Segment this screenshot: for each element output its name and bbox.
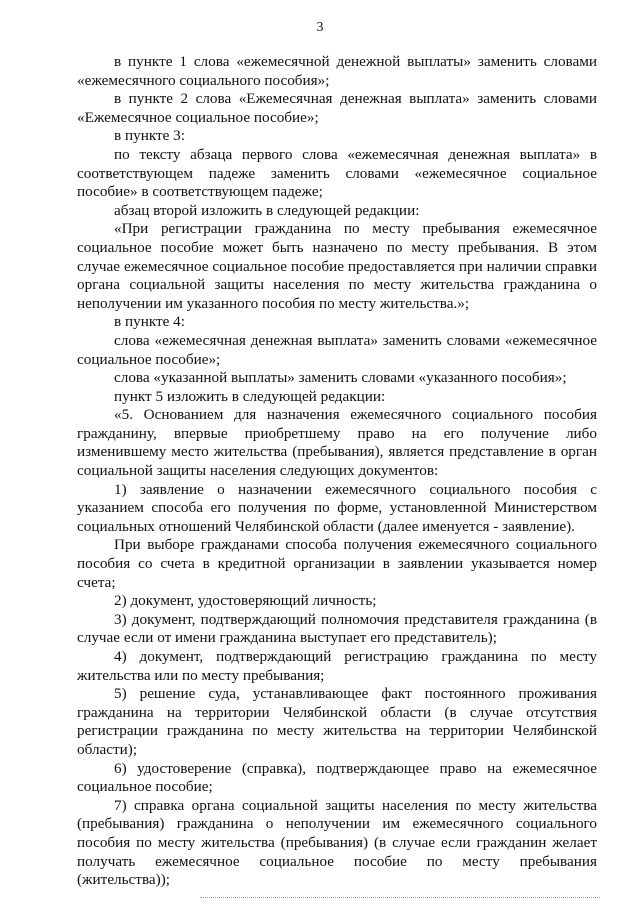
paragraph: 3) документ, подтверждающий полномочия представителя гражданина (в случае если от имени гражданина выступает его представитель); xyxy=(77,610,597,647)
paragraph: 6) удостоверение (справка), подтверждающее право на ежемесячное социальное пособие; xyxy=(77,759,597,796)
paragraph: «5. Основанием для назначения ежемесячного социального пособия гражданину, впервые приобретшему право на его получение либо изменившему место жительства (пребывания), является представление в орган социальной защиты населения следующих документов: xyxy=(77,406,597,480)
paragraph: слова «указанной выплаты» заменить словами «указанного пособия»; xyxy=(114,369,567,387)
paragraph: по тексту абзаца первого слова «ежемесячная денежная выплата» в соответствующем падеже заменить словами «ежемесячное социальное пособие» в соответствующем падеже; xyxy=(77,145,597,201)
paragraph: 4) документ, подтверждающий регистрацию гражданина по месту жительства или по месту пребывания; xyxy=(77,648,597,684)
paragraph: пункт 5 изложить в следующей редакции: xyxy=(114,387,386,405)
paragraph: абзац второй изложить в следующей редакции: xyxy=(114,201,420,219)
paragraph: в пункте 2 слова «Ежемесячная денежная выплата» заменить словами «Ежемесячное социальное пособие»; xyxy=(77,90,597,126)
scan-edge-line xyxy=(200,897,600,898)
paragraph: в пункте 4: xyxy=(114,313,185,331)
page-number: 3 xyxy=(316,20,324,35)
paragraph: в пункте 1 слова «ежемесячной денежной выплаты» заменить словами «ежемесячного социального пособия»; xyxy=(77,53,597,89)
document-body xyxy=(77,53,597,890)
paragraph: в пункте 3: xyxy=(114,127,185,145)
paragraph: 5) решение суда, устанавливающее факт постоянного проживания гражданина на территории Челябинской области (в случае отсутствия регистрации гражданина по месту жительства на территории Челябинской области); xyxy=(77,685,597,758)
paragraph: При выборе гражданами способа получения ежемесячного социального пособия со счета в кредитной организации в заявлении указывается номер счета; xyxy=(77,536,597,591)
paragraph: слова «ежемесячная денежная выплата» заменить словами «ежемесячное социальное пособие»; xyxy=(77,331,597,368)
paragraph: 7) справка органа социальной защиты населения по месту жительства (пребывания) гражданина о неполучении им ежемесячного социального пособия по месту жительства (пребывания) (в случае если гражданин желает получать ежемесячное социальное пособие по месту пребывания (жительства)); xyxy=(77,796,597,889)
paragraph: 2) документ, удостоверяющий личность; xyxy=(114,592,377,610)
paragraph: 1) заявление о назначении ежемесячного социального пособия с указанием способа его получения по форме, установленной Министерством социальных отношений Челябинской области (далее именуется - заявление). xyxy=(77,480,597,535)
paragraph: «При регистрации гражданина по месту пребывания ежемесячное социальное пособие может быть назначено по месту пребывания. В этом случае ежемесячное социальное пособие предоставляется при наличии справки органа социальной защиты населения по месту жительства гражданина о неполучении им указанного пособия по месту жительства.»; xyxy=(77,220,597,312)
